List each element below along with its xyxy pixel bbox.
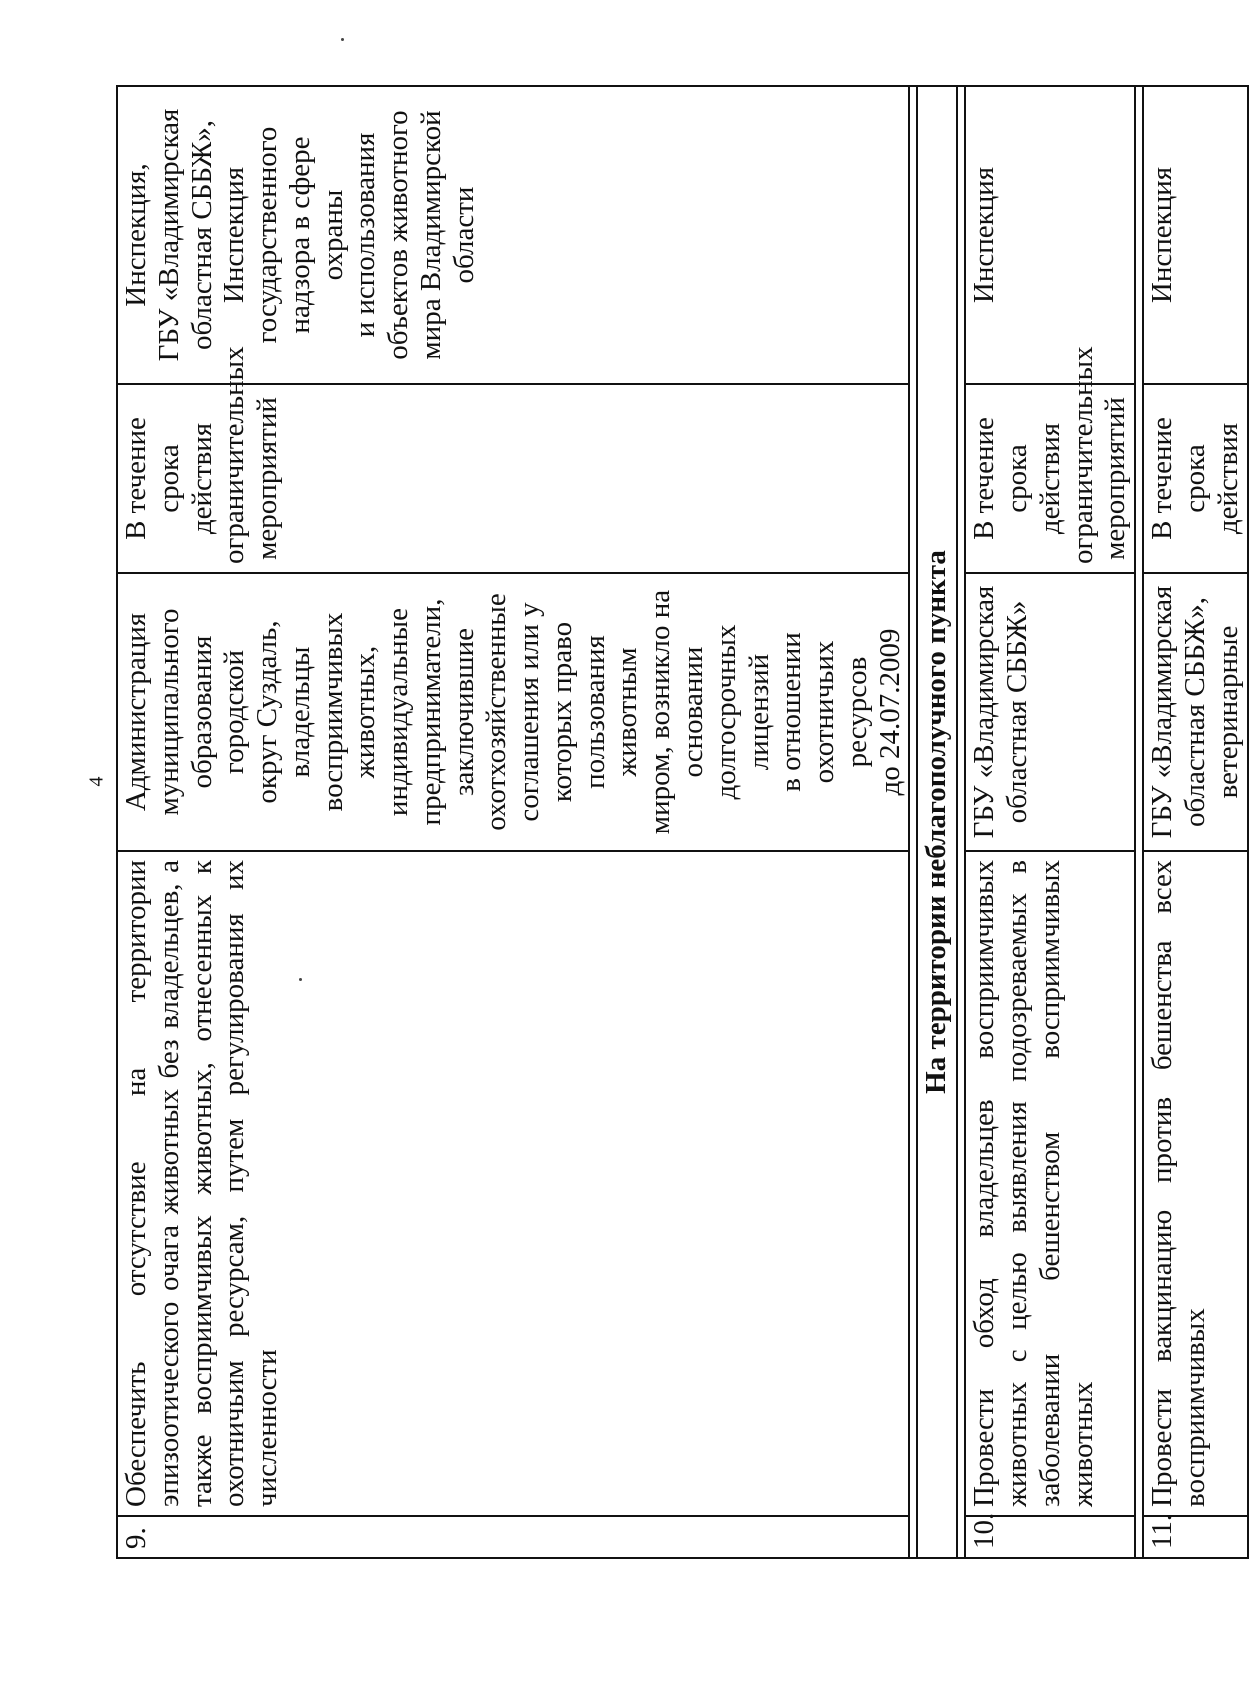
table-row: [117, 86, 909, 1558]
control-cell: Инспекция: [1143, 86, 1247, 384]
term-cell: В течение срока действия: [1143, 384, 1247, 573]
row-number: 9.: [117, 1516, 909, 1558]
rotated-table-container: [116, 87, 1244, 1559]
measure-cell: Обеспечить отсутствие на территории эпизоотического очага животных без владельцев, а также восприимчивых животных, отнесенных к охотничьим ресурсам, путем регулирования их численности: [117, 851, 909, 1516]
term-cell: В течение срока действия ограничительных мероприятий: [965, 384, 1135, 573]
measure-cell: Провести вакцинацию против бешенства всех восприимчивых: [1143, 851, 1247, 1516]
control-cell: Инспекция: [965, 86, 1135, 384]
term-cell: В течение срока действия ограничительных мероприятий: [117, 384, 909, 573]
measure-cell: Провести обход владельцев восприимчивых животных с целью выявления подозреваемых в заболевании бешенством восприимчивых животных: [965, 851, 1135, 1516]
table-spacer: [1135, 86, 1143, 1558]
row-number: 11.: [1143, 1516, 1247, 1558]
responsible-cell: ГБУ «Владимирская областная СББЖ», ветеринарные: [1143, 573, 1247, 851]
responsible-cell: Администрация муниципального образования городской округ Суздаль, владельцы восприимчивых животных, индивидуальные предприниматели, заключившие охотхозяйственные соглашения или у которых право пользования животным миром, возникло на основании долгосрочных лицензий в отношении охотничьих ресурсов до 24.07.2009: [117, 573, 909, 851]
page-number: 4: [85, 776, 108, 787]
control-cell: Инспекция, ГБУ «Владимирская областная СББЖ», Инспекция государственного надзора в сфере охраны и использования объектов животного мира Владимирской области: [117, 86, 909, 384]
section-header: На территории неблагополучного пункта: [917, 86, 957, 1558]
responsible-cell: ГБУ «Владимирская областная СББЖ»: [965, 573, 1135, 851]
table-spacer: [957, 86, 965, 1558]
table-row: [1143, 86, 1247, 1558]
scan-speck: [341, 38, 344, 41]
row-number: 10.: [965, 1516, 1135, 1558]
table-row: [965, 86, 1135, 1558]
table-spacer: [909, 86, 917, 1558]
section-row: [917, 86, 957, 1558]
measures-table: [116, 85, 1249, 1559]
